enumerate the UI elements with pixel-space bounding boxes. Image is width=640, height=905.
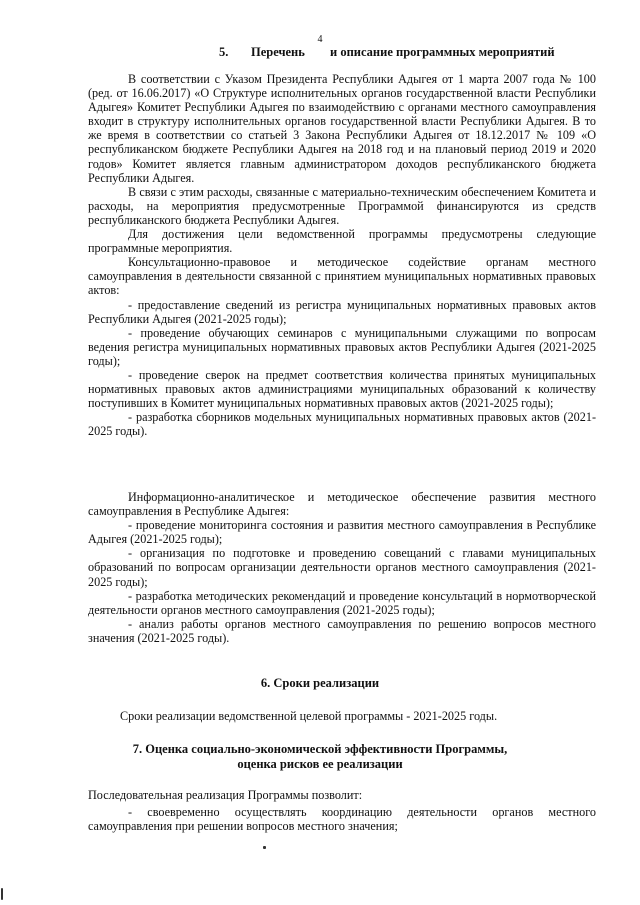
list-item: - своевременно осуществлять координацию деятельности органов местного самоуправления при решении вопросов местного значения;: [88, 805, 596, 834]
list-item: - проведение сверок на предмет соответствия количества принятых муниципальных нормативных правовых актов администрациями муниципальных образований к количеству поступивших в Комитет муниципальных нормативных правовых актов (2021-2025 годы);: [88, 367, 596, 411]
section-7-body: [88, 805, 596, 833]
list-item: - разработка сборников модельных муниципальных нормативных правовых актов (2021-2025 годы).: [88, 410, 596, 439]
page-number: 4: [317, 34, 323, 45]
section-7-intro: Последовательная реализация Программы позволит:: [88, 788, 363, 802]
section-7-heading-line2: оценка рисков ее реализации: [237, 757, 403, 771]
list-item: - проведение мониторинга состояния и развития местного самоуправления в Республике Адыгея (2021-2025 годы);: [88, 518, 596, 547]
scan-speck: [263, 846, 266, 849]
list-item: - проведение обучающих семинаров с муниципальными служащими по вопросам ведения регистра муниципальных нормативных правовых актов Республики Адыгея (2021-2025 годы);: [88, 325, 596, 368]
list-item: - разработка методических рекомендаций и проведение консультаций в нормотворческой деятельности органов местного самоуправления (2021-2025 годы);: [88, 588, 596, 617]
paragraph-goals: Для достижения цели ведомственной программы предусмотрены следующие программные мероприятия.: [88, 227, 596, 256]
list-item: - организация по подготовке и проведению совещаний с главами муниципальных образований по вопросам организации деятельности органов местного самоуправления (2021-2025 годы);: [88, 546, 596, 589]
paragraph-expenses: В связи с этим расходы, связанные с материально-техническим обеспечением Комитета и расходы, на мероприятия предусмотренные Программой финансируются из средств республиканского бюджета Республики Адыгея.: [88, 184, 596, 227]
section-5-title-part2: и описание программных мероприятий: [330, 45, 555, 59]
list-item: - предоставление сведений из регистра муниципальных нормативных правовых актов Республики Адыгея (2021-2025 годы);: [88, 297, 596, 326]
paragraph-decree: В соответствии с Указом Президента Республики Адыгея от 1 марта 2007 года № 100 (ред. от 16.06.2017) «О Структуре исполнительных органов государственной власти Республики Адыгея» Комитет Республики Адыгея по взаимодействию с органами местного самоуправления входит в структуру исполнительных органов государственной власти Республики Адыгея. В то же время в соответствии со статьей 3 Закона Республики Адыгея от 18.12.2017 № 109 «О республиканском бюджете Республики Адыгея на 2018 год и на плановый период 2019 и 2020 годов» Комитет является главным администратором доходов республиканского бюджета Республики Адыгея.: [88, 72, 596, 185]
paragraph-analytics: Информационно-аналитическое и методическое обеспечение развития местного самоуправления в Республике Адыгея:: [88, 490, 596, 519]
section-6-text: Сроки реализации ведомственной целевой программы - 2021-2025 годы.: [120, 709, 498, 723]
section-6-heading: 6. Сроки реализации: [260, 676, 380, 690]
list-item: - анализ работы органов местного самоуправления по решению вопросов местного значения (2021-2025 годы).: [88, 616, 596, 645]
section-5-number: 5.: [219, 45, 229, 59]
section-5-body-continued: [88, 490, 596, 645]
section-5-body: [88, 72, 596, 438]
paragraph-consulting: Консультационно-правовое и методическое содействие органам местного самоуправления в деятельности связанной с принятием муниципальных нормативных правовых актов:: [88, 255, 596, 298]
section-5-title-part1: Перечень: [251, 45, 305, 59]
section-7-heading-line1: 7. Оценка социально-экономической эффективности Программы,: [132, 742, 508, 756]
scan-edge-mark: [1, 888, 3, 900]
